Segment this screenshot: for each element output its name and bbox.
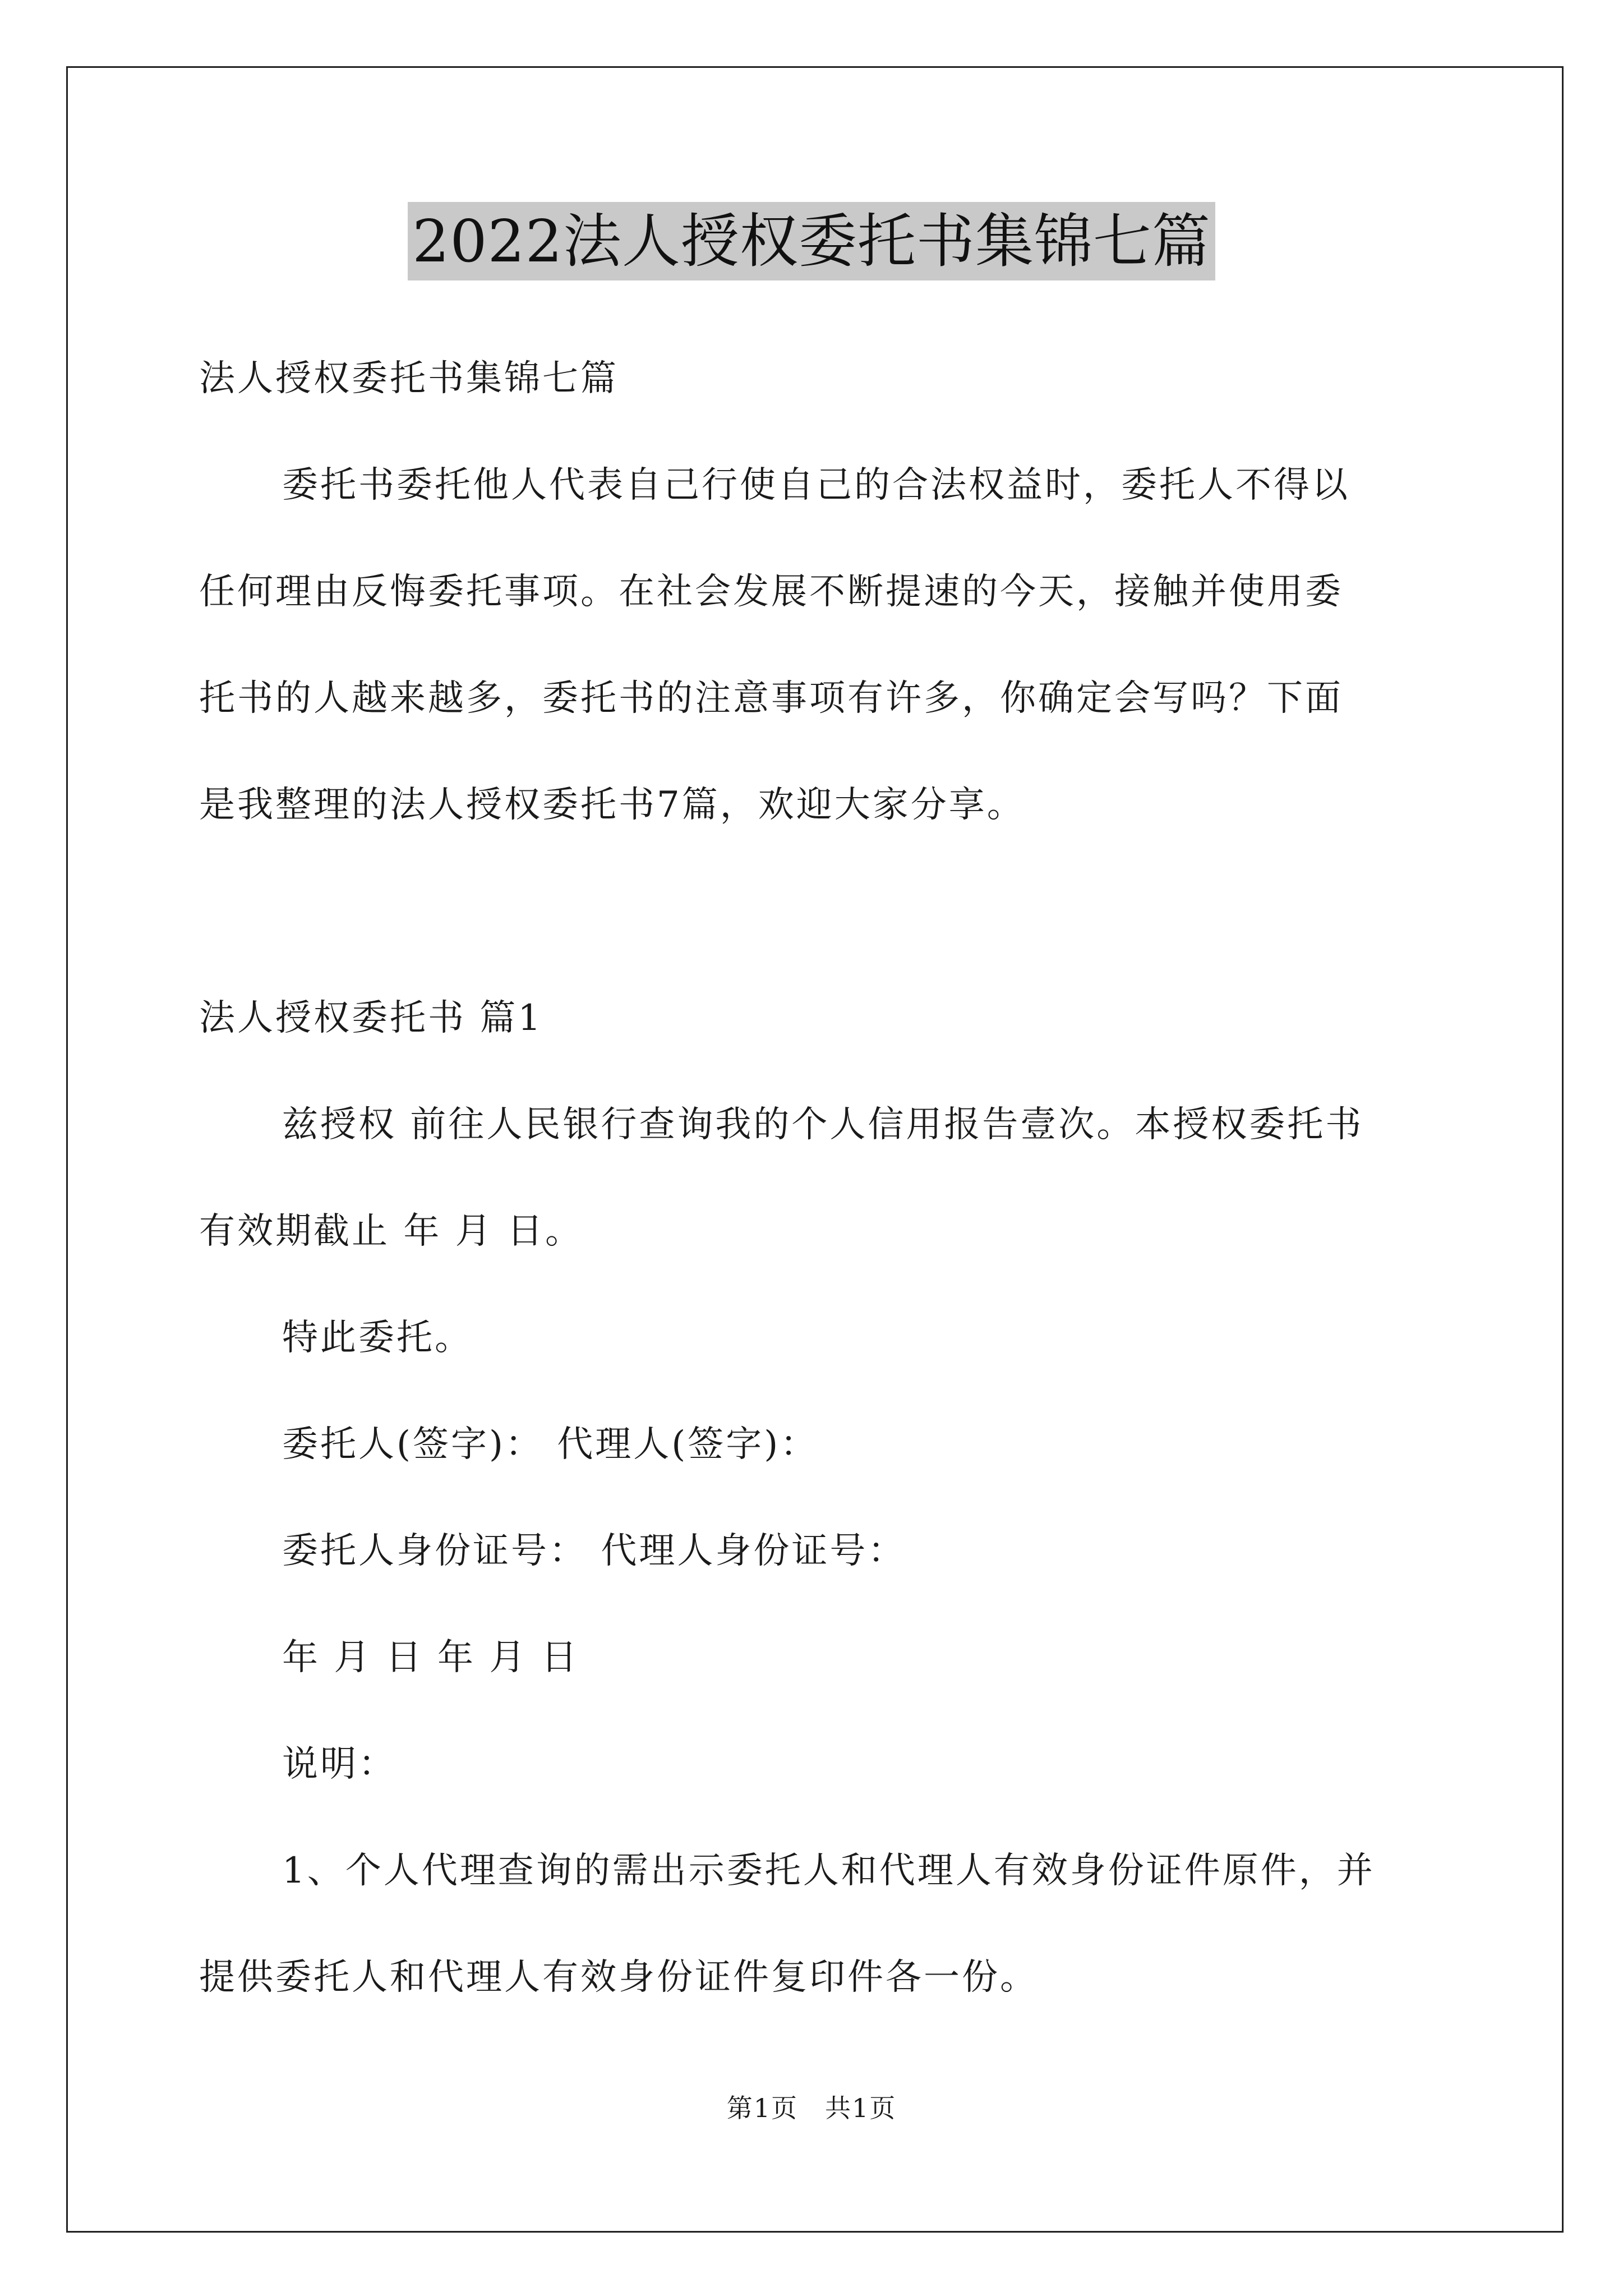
signature-line: 委托人(签字)： 代理人(签字)： (282, 1424, 819, 1465)
intro-line-3: 托书的人越来越多，委托书的注意事项有许多，你确定会写吗？下面 (199, 678, 1343, 719)
subtitle-line: 法人授权委托书集锦七篇 (199, 358, 619, 399)
page-number-total: 共1页 (825, 2093, 897, 2123)
note-1-line-2: 提供委托人和代理人有效身份证件复印件各一份。 (199, 1957, 1038, 1998)
date-line: 年 月 日 年 月 日 (282, 1637, 579, 1678)
page-footer (0, 2088, 1623, 2125)
intro-line-2: 任何理由反悔委托事项。在社会发展不断提速的今天，接触并使用委 (199, 571, 1343, 613)
id-number-line: 委托人身份证号： 代理人身份证号： (282, 1530, 906, 1572)
auth-line-1: 兹授权 前往人民银行查询我的个人信用报告壹次。本授权委托书 (282, 1104, 1364, 1145)
page-number-current: 第1页 (726, 2093, 798, 2123)
section-heading: 法人授权委托书 篇1 (199, 997, 543, 1039)
document-title: 2022法人授权委托书集锦七篇 (408, 202, 1215, 280)
title-container (0, 202, 1623, 280)
intro-line-4: 是我整理的法人授权委托书7篇，欢迎大家分享。 (199, 784, 1025, 826)
note-1-line-1: 1、个人代理查询的需出示委托人和代理人有效身份证件原件，并 (282, 1850, 1375, 1892)
intro-line-1: 委托书委托他人代表自己行使自己的合法权益时，委托人不得以 (282, 464, 1350, 506)
notes-heading: 说明： (282, 1743, 396, 1785)
entrust-line: 特此委托。 (282, 1317, 473, 1359)
auth-line-2: 有效期截止 年 月 日。 (199, 1211, 584, 1252)
